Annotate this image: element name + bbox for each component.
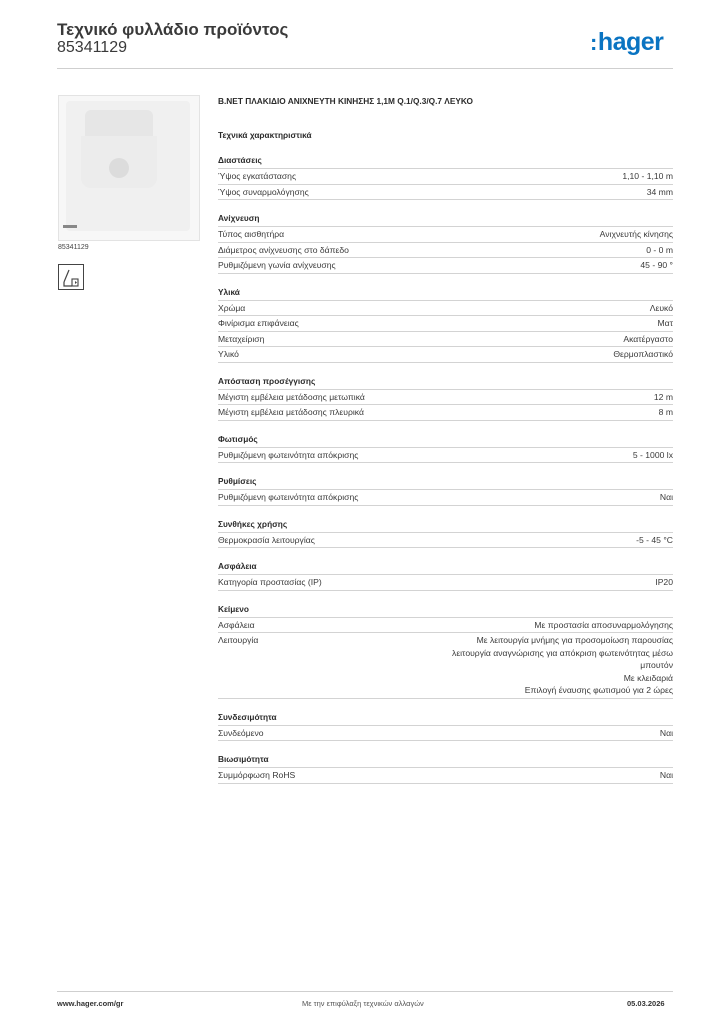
- cable-shape: [63, 225, 77, 228]
- spec-value-line: 5 - 1000 lx: [632, 449, 673, 460]
- spec-group: [218, 433, 673, 464]
- spec-group: [218, 286, 673, 363]
- spec-label: Ύψος εγκατάστασης: [218, 171, 297, 181]
- spec-row: [218, 258, 673, 274]
- spec-group-title: Απόσταση προσέγγισης: [218, 375, 673, 390]
- spec-value-line: 8 m: [658, 407, 673, 417]
- spec-label: Θερμοκρασία λειτουργίας: [218, 534, 315, 545]
- spec-label: Υλικό: [218, 349, 239, 359]
- spec-row: [218, 332, 673, 348]
- spec-value-line: Λευκό: [649, 302, 673, 313]
- spec-value-line: Ανιχνευτής κίνησης: [599, 229, 673, 239]
- spec-label: Λειτουργία: [218, 635, 259, 645]
- spec-label: Μεταχείριση: [218, 333, 265, 344]
- spec-value: [654, 391, 673, 404]
- spec-value: [646, 244, 673, 257]
- spec-value: [660, 491, 673, 504]
- technical-heading: Τεχνικά χαρακτηριστικά: [218, 130, 312, 140]
- spec-group-title: Βιωσιμότητα: [218, 753, 673, 768]
- spec-value-line: 34 mm: [646, 186, 673, 197]
- spec-row: [218, 633, 673, 699]
- spec-group: [218, 475, 673, 506]
- spec-value-line: Θερμοπλαστικό: [613, 349, 673, 359]
- document-title: Τεχνικό φυλλάδιο προϊόντος: [57, 20, 289, 39]
- spec-value: [660, 727, 673, 740]
- spec-row: [218, 243, 673, 259]
- spec-value-line: Με προστασία αποσυναρμολόγησης: [534, 619, 673, 630]
- spec-label: Συμμόρφωση RoHS: [218, 770, 296, 780]
- product-image: [58, 95, 200, 241]
- spec-value: [657, 317, 673, 330]
- spec-group-title: Υλικά: [218, 286, 673, 301]
- spec-group: [218, 154, 673, 200]
- product-title: B.NET ΠΛΑΚΙΔΙΟ ΑΝΙΧΝΕΥΤΗ ΚΙΝΗΣΗΣ 1,1M Q.1/Q.3/Q.7 ΛΕΥΚΟ: [218, 96, 473, 106]
- logo-text: hager: [597, 28, 664, 56]
- spec-value-line: -5 - 45 °C: [636, 534, 673, 545]
- spec-row: [218, 169, 673, 185]
- spec-group-title: Συνδεσιμότητα: [218, 711, 673, 726]
- spec-label: Συνδεόμενο: [218, 727, 264, 738]
- spec-row: [218, 316, 673, 332]
- spec-value: [655, 576, 673, 589]
- product-image-code: 85341129: [58, 244, 89, 251]
- spec-group: [218, 711, 673, 742]
- sensor-top-shape: [85, 110, 153, 138]
- spec-label: Ασφάλεια: [218, 619, 255, 630]
- spec-group: [218, 375, 673, 421]
- spec-value: [452, 634, 673, 697]
- spec-label: Ρυθμιζόμενη φωτεινότητα απόκρισης: [218, 449, 359, 460]
- spec-value: [647, 186, 673, 199]
- header-divider: [57, 68, 673, 69]
- spec-row: [218, 618, 673, 634]
- logo-colon-icon: :: [590, 30, 597, 55]
- spec-group-title: Διαστάσεις: [218, 154, 673, 169]
- spec-row: [218, 227, 673, 243]
- spec-value-line: μπουτόν: [640, 660, 673, 670]
- spec-group-title: Ασφάλεια: [218, 560, 673, 575]
- footer-date: 05.03.2026: [627, 999, 665, 1008]
- spec-group-title: Ρυθμίσεις: [218, 475, 673, 490]
- spec-value-line: 45 - 90 °: [640, 260, 673, 270]
- spec-groups: [218, 154, 673, 784]
- spec-label: Φινίρισμα επιφάνειας: [218, 318, 299, 328]
- spec-label: Ρυθμιζόμενη γωνία ανίχνευσης: [218, 260, 336, 270]
- spec-value-line: Με λειτουργία μνήμης για προσομοίωση παρουσίας: [476, 635, 673, 645]
- spec-value-line: Ναι: [659, 770, 673, 780]
- spec-value-line: IP20: [655, 577, 673, 587]
- hager-logo: [590, 28, 663, 57]
- spec-value-line: Επιλογή έναυσης φωτισμού για 2 ώρες: [524, 685, 673, 695]
- spec-value: [534, 619, 673, 632]
- spec-value-line: Ναι: [659, 492, 673, 502]
- spec-group: [218, 560, 673, 591]
- product-details: [218, 94, 673, 784]
- spec-value-line: 1,10 - 1,10 m: [622, 171, 673, 181]
- spec-row: [218, 768, 673, 784]
- footer-website[interactable]: www.hager.com/gr: [57, 999, 124, 1008]
- spec-value: [622, 170, 673, 183]
- spec-value: [613, 348, 673, 361]
- spec-value-line: Ακατέργαστο: [623, 333, 673, 344]
- spec-label: Κατηγορία προστασίας (IP): [218, 577, 322, 587]
- spec-row: [218, 405, 673, 421]
- spec-value: [660, 769, 673, 782]
- spec-row: [218, 347, 673, 363]
- spec-row: [218, 726, 673, 742]
- spec-row: [218, 448, 673, 464]
- spec-row: [218, 575, 673, 591]
- spec-value: [600, 228, 673, 241]
- spec-label: Διάμετρος ανίχνευσης στο δάπεδο: [218, 244, 349, 255]
- spec-row: [218, 490, 673, 506]
- spec-value-line: Με κλειδαριά: [623, 672, 673, 683]
- spec-value-line: Ματ: [657, 318, 673, 328]
- spec-value: [623, 333, 673, 346]
- spec-group: [218, 212, 673, 274]
- footer-divider: [57, 991, 673, 992]
- spec-label: Ύψος συναρμολόγησης: [218, 186, 309, 197]
- spec-group: [218, 603, 673, 699]
- spec-group: [218, 753, 673, 784]
- spec-value: [633, 449, 673, 462]
- spec-row: [218, 533, 673, 549]
- footer-disclaimer: Με την επιφύλαξη τεχνικών αλλαγών: [302, 999, 424, 1008]
- spec-value: [659, 406, 673, 419]
- spec-value: [650, 302, 673, 315]
- sensor-lens-shape: [109, 158, 129, 178]
- spec-group-title: Φωτισμός: [218, 433, 673, 448]
- spec-group-title: Ανίχνευση: [218, 212, 673, 227]
- motion-sensor-symbol-icon: [58, 264, 84, 290]
- spec-value-line: λειτουργία αναγνώρισης για απόκριση φωτεινότητας μέσω: [452, 647, 673, 658]
- spec-group: [218, 518, 673, 549]
- spec-value-line: Ναι: [659, 727, 673, 738]
- spec-group-title: Συνθήκες χρήσης: [218, 518, 673, 533]
- spec-label: Μέγιστη εμβέλεια μετάδοσης μετωπικά: [218, 391, 365, 402]
- spec-group-title: Κείμενο: [218, 603, 673, 618]
- spec-value: [640, 259, 673, 272]
- spec-row: [218, 301, 673, 317]
- spec-value-line: 12 m: [653, 391, 673, 402]
- document-code: 85341129: [57, 39, 127, 56]
- spec-label: Ρυθμιζόμενη φωτεινότητα απόκρισης: [218, 492, 359, 502]
- spec-label: Χρώμα: [218, 302, 246, 313]
- spec-label: Μέγιστη εμβέλεια μετάδοσης πλευρικά: [218, 407, 364, 417]
- spec-label: Τύπος αισθητήρα: [218, 229, 285, 239]
- spec-value-line: 0 - 0 m: [646, 244, 673, 255]
- spec-row: [218, 390, 673, 406]
- spec-value: [636, 534, 673, 547]
- spec-row: [218, 185, 673, 201]
